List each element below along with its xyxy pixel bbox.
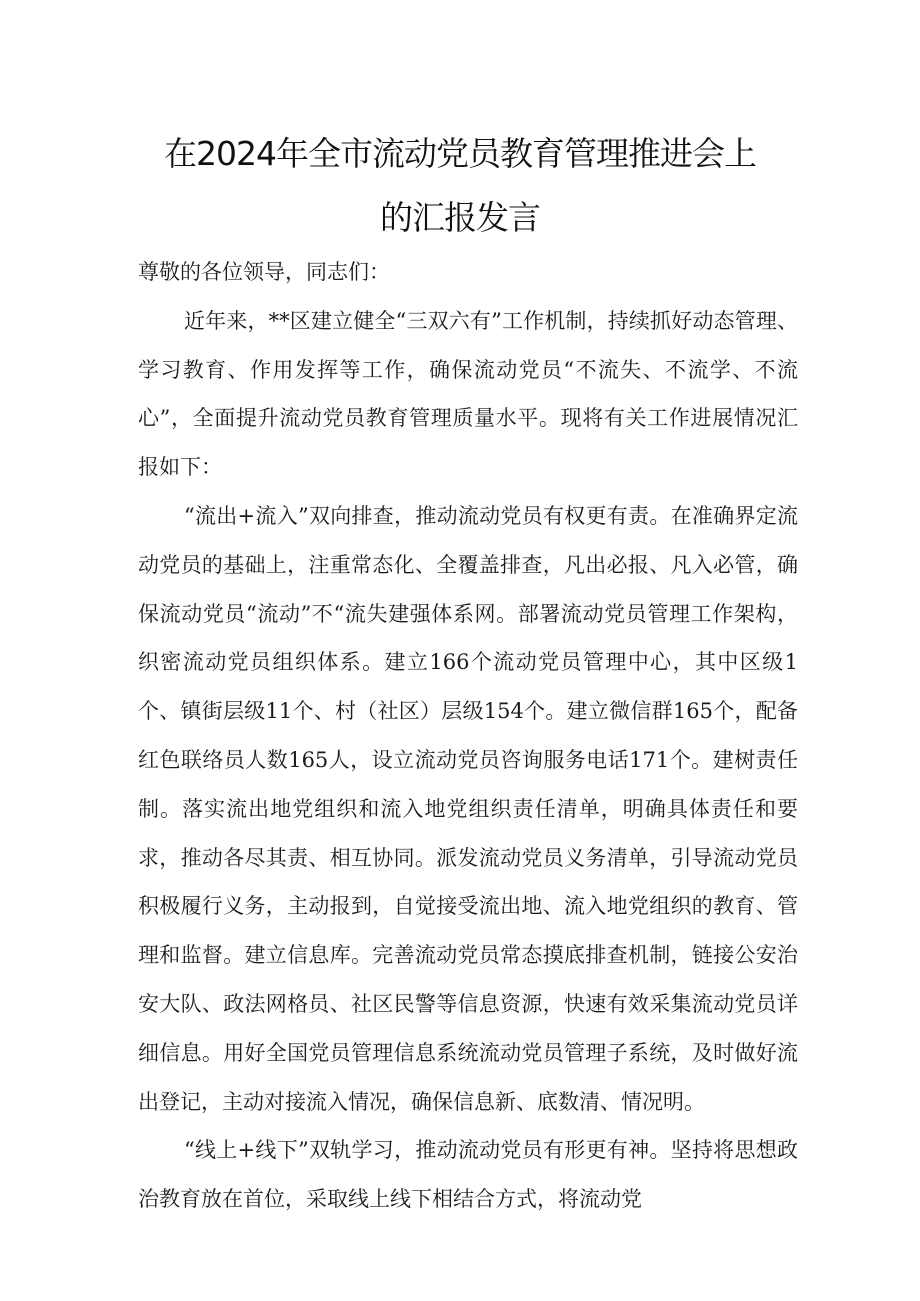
salutation: 尊敬的各位领导，同志们： — [138, 260, 390, 284]
paragraph-section-2: “线上+线下”双轨学习，推动流动党员有形更有神。坚持将思想政治教育放在首位，采取线上线下相结合方式，将流动党 — [138, 1138, 798, 1212]
document-title-line-2: 的汇报发言 — [380, 198, 540, 237]
document-title-line-1: 在2024年全市流动党员教育管理推进会上 — [164, 134, 756, 173]
paragraph-section-1: “流出+流入”双向排查，推动流动党员有权更有责。在准确界定流动党员的基础上，注重常态化、全覆盖排查，凡出必报、凡入必管，确保流动党员“流动”不“流失建强体系网。部署流动党员管理工作架构，织密流动党员组织体系。建立166个流动党员管理中心，其中区级1个、镇街层级11个、村（社区）层级154个。建立微信群165个，配备红色联络员人数165人，设立流动党员咨询服务电话171个。建树责任制。落实流出地党组织和流入地党组织责任清单，明确具体责任和要求，推动各尽其责、相互协同。派发流动党员义务清单，引导流动党员积极履行义务，主动报到，自觉接受流出地、流入地党组织的教育、管理和监督。建立信息库。完善流动党员常态摸底排查机制，链接公安治安大队、政法网格员、社区民警等信息资源，快速有效采集流动党员详细信息。用好全国党员管理信息系统流动党员管理子系统，及时做好流出登记，主动对接流入情况，确保信息新、底数清、情况明。 — [138, 503, 798, 1114]
paragraph-intro: 近年来，**区建立健全“三双六有”工作机制，持续抓好动态管理、学习教育、作用发挥等工作，确保流动党员“不流失、不流学、不流心”，全面提升流动党员教育管理质量水平。现将有关工作进展情况汇报如下： — [138, 308, 798, 480]
document-body — [138, 248, 798, 1224]
